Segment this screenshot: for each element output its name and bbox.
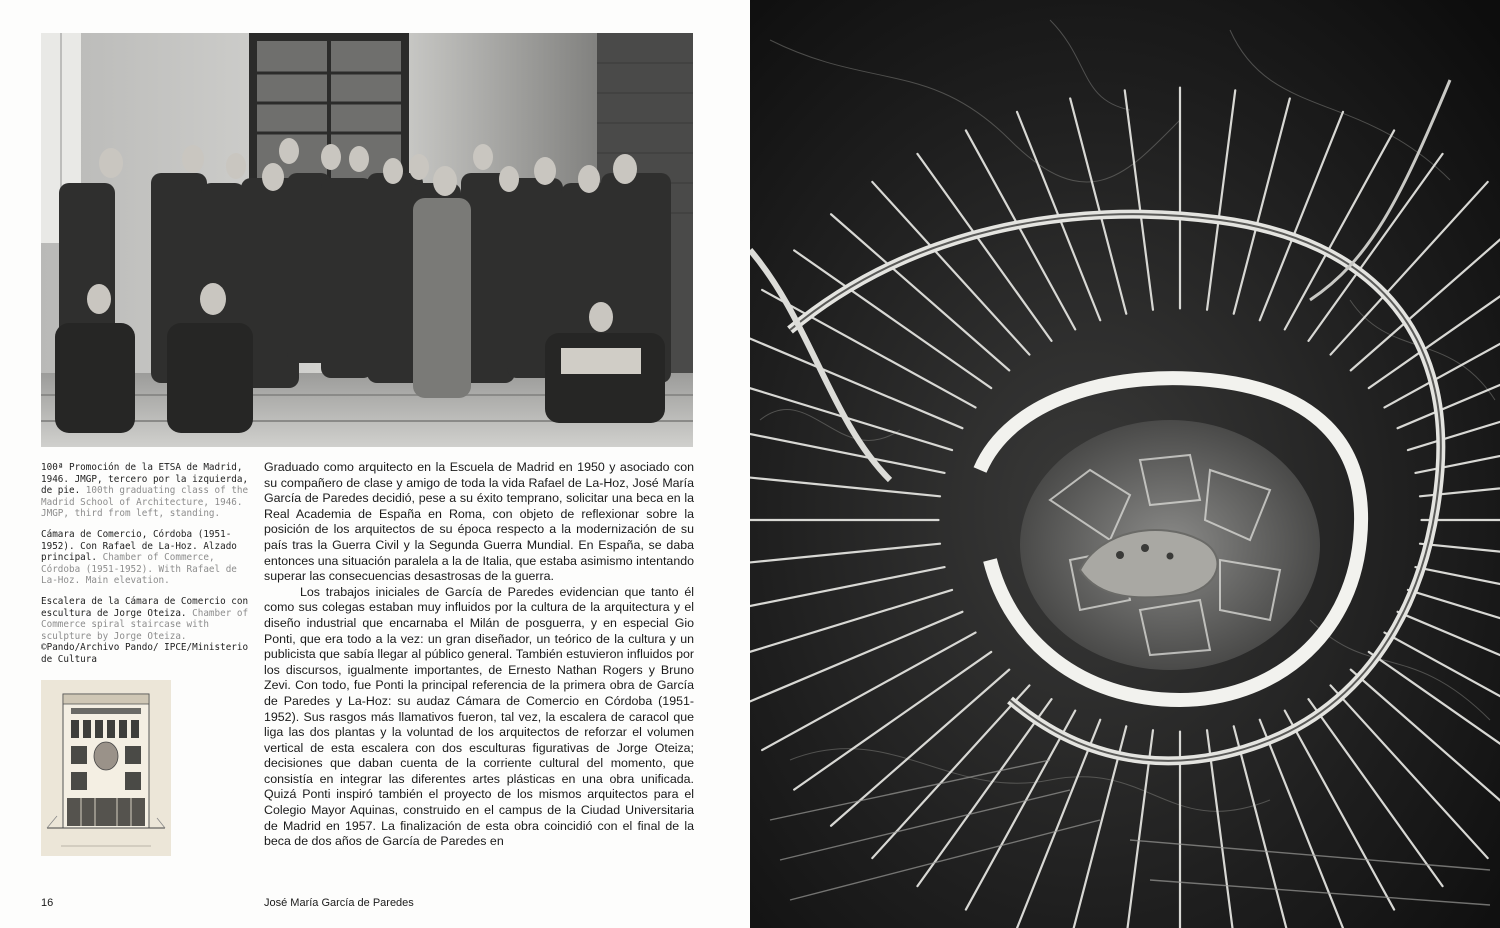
running-head: José María García de Paredes [264,897,414,909]
caption-en: 100th graduating class of the Madrid School of Architecture, 1946. JMGP, third from left, standing. [41,485,249,520]
captions [41,462,251,675]
spiral-staircase-photo [750,0,1500,928]
body-paragraph: Graduado como arquitecto en la Escuela de Madrid en 1950 y asociado con su compañero de clase y amigo de toda la vida Rafael de La-Hoz, José María García de Paredes decidió, pese a su éxito temprano, solicitar una beca en la Real Academia de España en Roma, con objeto de reflexionar sobre la posición de los arquitectos de su época respecto a la modernización de su país tras la Guerra Civil y la Segunda Guerra Mundial. En España, se daba entonces una situación paralela a la de Italia, que estaba asimismo intentando superar las consecuencias desastrosas de la guerra. [264,460,694,584]
body-paragraph: Los trabajos iniciales de García de Paredes evidencian que tanto él como sus colegas estaban muy influidos por la cultura de la arquitectura y el diseño industrial que encarnaba el Milán de posguerra, y en especial Gio Ponti, que era todo a la vez: un gran diseñador, un teórico de la cultura y un publicista que sabía llegar al público general. También estuvieron influidos por los discursos, igualmente importantes, de Ernesto Nathan Rogers y Bruno Zevi. Con todo, fue Ponti la principal referencia de la primera obra de García de Paredes y La-Hoz: su audaz Cámara de Comercio en Córdoba (1951-1952). Sus rasgos más llamativos fueron, tal vez, la escalera de caracol que liga las dos plantas y la voluntad de los arquitectos de reforzar el volumen vertical de esta escalera con dos esculturas figurativas de Jorge Oteiza; decisiones que daban cuenta de la corriente cultural del momento, que consistía en integrar las diferentes artes plásticas en una obra unificada. Quizá Ponti inspiró también el proyecto de los mismos arquitectos para el Colegio Mayor Aquinas, construido en el campus de la Ciudad Universitaria de Madrid en 1957. La finalización de esta obra coincidió con el final de la beca de dos años de García de Paredes en [264,584,694,849]
page-number: 16 [41,897,54,909]
caption-es: Escalera de la Cámara de Comercio con escultura de Jorge Oteiza. [41,595,249,619]
photo-credit: ©Pando/Archivo Pando/ IPCE/Ministerio de Cultura [41,642,249,665]
caption-en: Chamber of Commerce, Córdoba (1951-1952). With Rafael de La-Hoz. Main elevation. [41,552,237,587]
facade-elevation-drawing [41,680,171,856]
body-text [264,460,694,850]
caption-staircase [41,596,251,666]
caption-elevation [41,529,251,587]
caption-en: Chamber of Commerce spiral staircase with sculpture by Jorge Oteiza. [41,607,249,642]
caption-es: Cámara de Comercio, Córdoba (1951-1952). Con Rafael de La-Hoz. Alzado principal. [41,528,237,564]
caption-es: 100ª Promoción de la ETSA de Madrid, 1946. JMGP, tercero por la izquierda, de pie. [41,462,249,497]
group-portrait-photo [41,33,693,447]
caption-group-photo [41,462,251,520]
